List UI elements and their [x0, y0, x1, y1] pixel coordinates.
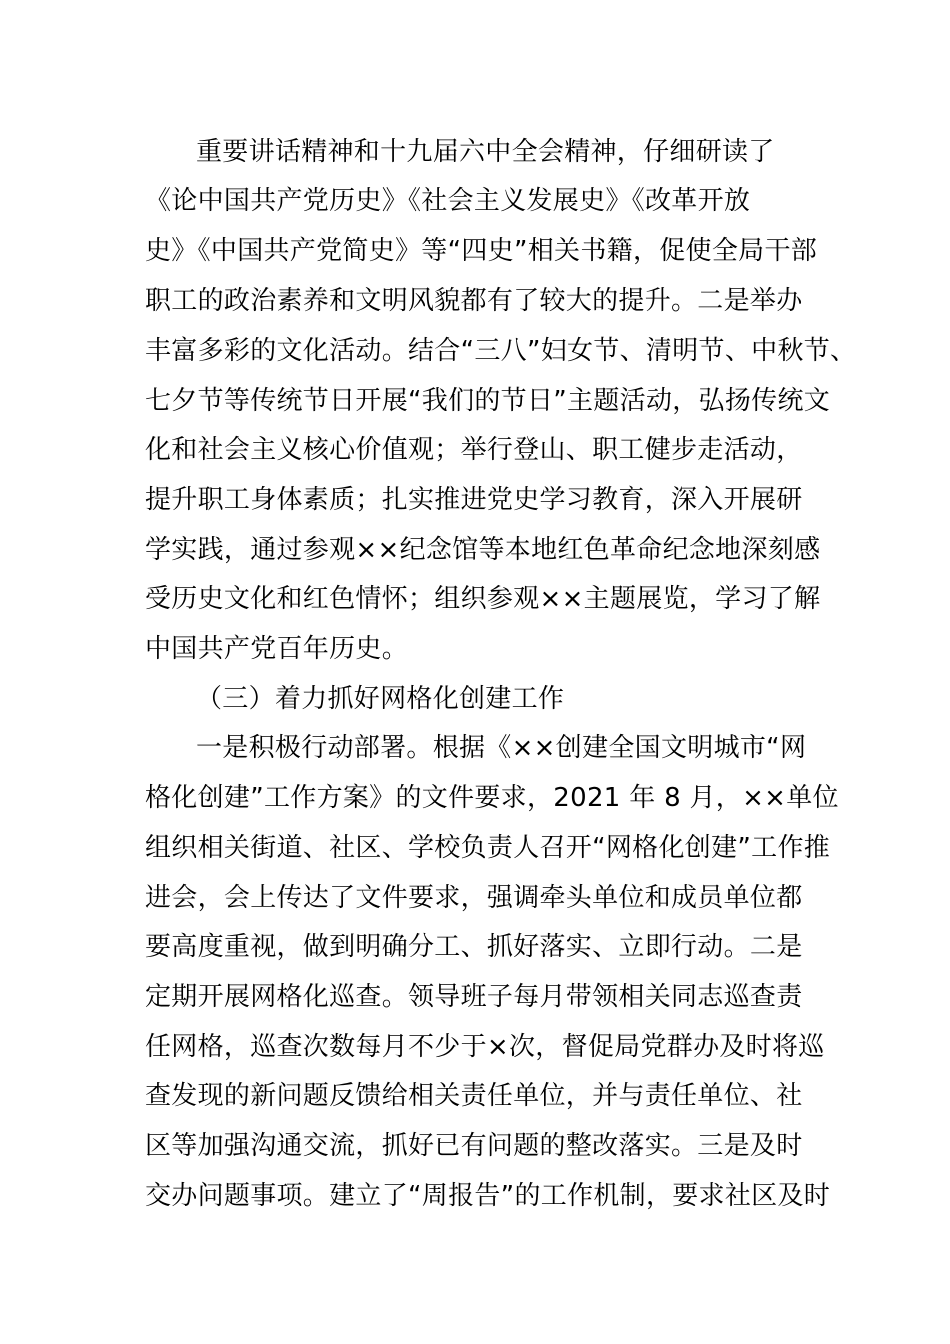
- paragraph-line: 任网格，巡查次数每月不少于×次，督促局党群办及时将巡: [145, 1032, 825, 1062]
- paragraph-line: 史》《中国共产党简史》等“四史”相关书籍，促使全局干部: [145, 236, 818, 266]
- paragraph-line: 一是积极行动部署。根据《××创建全国文明城市“网: [196, 733, 807, 763]
- paragraph-line: 格化创建”工作方案》的文件要求，2021 年 8 月，××单位: [145, 783, 839, 813]
- paragraph-line: 丰富多彩的文化活动。结合“三八”妇女节、清明节、中秋节、: [145, 336, 857, 366]
- paragraph-line: 交办问题事项。建立了“周报告”的工作机制，要求社区及时: [145, 1181, 831, 1211]
- paragraph-line: 查发现的新问题反馈给相关责任单位，并与责任单位、社: [145, 1081, 803, 1111]
- paragraph-line: 中国共产党百年历史。: [145, 634, 409, 664]
- paragraph-line: 《论中国共产党历史》《社会主义发展史》《改革开放: [145, 186, 751, 216]
- paragraph-line: 提升职工身体素质；扎实推进党史学习教育，深入开展研: [145, 485, 803, 515]
- paragraph-line: 职工的政治素养和文明风貌都有了较大的提升。二是举办: [145, 286, 803, 316]
- paragraph-line: 定期开展网格化巡查。领导班子每月带领相关同志巡查责: [145, 982, 803, 1012]
- paragraph-line: 要高度重视，做到明确分工、抓好落实、立即行动。二是: [145, 932, 803, 962]
- paragraph-line: 重要讲话精神和十九届六中全会精神，仔细研读了: [196, 137, 775, 167]
- paragraph-line: 区等加强沟通交流，抓好已有问题的整改落实。三是及时: [145, 1131, 803, 1161]
- paragraph-line: 组织相关街道、社区、学校负责人召开“网格化创建”工作推: [145, 833, 831, 863]
- paragraph-line: 进会，会上传达了文件要求，强调牵头单位和成员单位都: [145, 883, 803, 913]
- paragraph-line: 受历史文化和红色情怀；组织参观××主题展览，学习了解: [145, 584, 821, 614]
- paragraph-line: 学实践，通过参观××纪念馆等本地红色革命纪念地深刻感: [145, 535, 821, 565]
- paragraph-line: 化和社会主义核心价值观；举行登山、职工健步走活动，: [145, 435, 803, 465]
- paragraph-line: 七夕节等传统节日开展“我们的节日”主题活动，弘扬传统文: [145, 386, 831, 416]
- section-heading: （三）着力抓好网格化创建工作: [196, 684, 565, 714]
